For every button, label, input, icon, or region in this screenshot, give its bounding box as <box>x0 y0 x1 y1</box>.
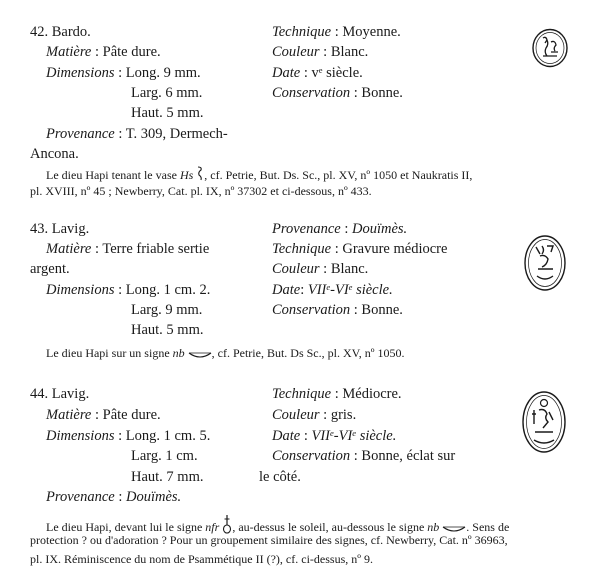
couleur-label: Couleur <box>272 261 320 277</box>
technique-label: Technique <box>272 241 332 257</box>
provenance-label: Provenance <box>46 126 115 142</box>
date-row: Date : VIIe-VIe siècle. <box>272 428 397 444</box>
conservation-value: Bonne. <box>361 302 403 318</box>
conservation-value: Bonne, éclat sur <box>361 448 456 464</box>
matiere-value: Pâte dure. <box>102 44 161 60</box>
long-value: Long. 1 cm. 2. <box>125 282 211 298</box>
couleur-row: Couleur : Blanc. <box>272 261 369 277</box>
date-row: Date: VIIe-VIe siècle. <box>272 282 393 298</box>
conservation-row: Conservation : Bonne. <box>272 302 403 318</box>
technique-value: Gravure médiocre <box>342 241 448 257</box>
note-line: Le dieu Hapi sur un signe nb , cf. Petrie, But. Ds Sc., pl. XV, nº 1050. <box>46 346 405 360</box>
provenance-row: Provenance : Douïmès. <box>46 489 182 505</box>
larg-value: Larg. 1 cm. <box>131 448 198 464</box>
note-line: protection ? ou d'adoration ? Pour un groupement similaire des signes, cf. Newberry, Cat. nº 36963, <box>30 533 508 547</box>
couleur-label: Couleur <box>272 44 320 60</box>
entry-heading: 43. Lavig. <box>30 221 90 237</box>
matiere-value: Pâte dure. <box>102 407 161 423</box>
dimensions-row: Dimensions : Long. 1 cm. 5. <box>46 428 211 444</box>
provenance-value: T. 309, Dermech- <box>125 126 228 142</box>
dimensions-label: Dimensions <box>46 282 115 298</box>
conservation-row: Conservation : Bonne, éclat sur <box>272 448 456 464</box>
conservation-label: Conservation <box>272 85 351 101</box>
matiere-row: Matière : Pâte dure. <box>46 407 161 423</box>
dimensions-label: Dimensions <box>46 428 115 444</box>
provenance-value: Douïmès. <box>126 489 182 505</box>
conservation-cont: le côté. <box>259 469 301 485</box>
couleur-row: Couleur : gris. <box>272 407 357 423</box>
dimensions-row: Dimensions : Long. 1 cm. 2. <box>46 282 211 298</box>
provenance-value: Douïmès. <box>352 221 408 237</box>
seal-43-icon <box>523 234 567 292</box>
haut-value: Haut. 5 mm. <box>131 322 204 338</box>
haut-value: Haut. 7 mm. <box>131 469 204 485</box>
dimensions-label: Dimensions <box>46 65 115 81</box>
seal-42-icon <box>531 28 569 68</box>
date-label: Date <box>272 428 301 444</box>
conservation-label: Conservation <box>272 448 351 464</box>
technique-label: Technique <box>272 24 332 40</box>
technique-value: Moyenne. <box>342 24 401 40</box>
nb-basket-glyph-icon <box>188 350 212 360</box>
couleur-label: Couleur <box>272 407 320 423</box>
matiere-label: Matière <box>46 407 92 423</box>
note-line: pl. XVIII, nº 45 ; Newberry, Cat. pl. IX, nº 37302 et ci-dessous, nº 433. <box>30 184 372 198</box>
couleur-value: Blanc. <box>330 261 369 277</box>
conservation-label: Conservation <box>272 302 351 318</box>
date-label: Date <box>272 282 301 298</box>
seal-44-icon <box>521 390 567 454</box>
matiere-row: Matière : Terre friable sertie <box>46 241 210 257</box>
larg-value: Larg. 9 mm. <box>131 302 203 318</box>
note-line: Le dieu Hapi tenant le vase Hs , cf. Petrie, But. Ds. Sc., pl. XV, nº 1050 et Naukratis II, <box>46 168 473 182</box>
provenance-row: Provenance : Douïmès. <box>272 221 408 237</box>
conservation-value: Bonne. <box>361 85 403 101</box>
technique-value: Médiocre. <box>342 386 402 402</box>
couleur-row: Couleur : Blanc. <box>272 44 369 60</box>
entry-heading: 42. Bardo. <box>30 24 91 40</box>
matiere-label: Matière <box>46 44 92 60</box>
note-line: Le dieu Hapi, devant lui le signe nfr , au-dessus le soleil, au-dessous le signe nb . Sens de <box>46 514 509 534</box>
long-value: Long. 9 mm. <box>125 65 201 81</box>
dimensions-row: Dimensions : Long. 9 mm. <box>46 65 201 81</box>
larg-value: Larg. 6 mm. <box>131 85 203 101</box>
couleur-value: gris. <box>330 407 357 423</box>
technique-row: Technique : Médiocre. <box>272 386 402 402</box>
technique-row: Technique : Gravure médiocre <box>272 241 448 257</box>
technique-label: Technique <box>272 386 332 402</box>
provenance-cont: Ancona. <box>30 146 79 162</box>
entry-heading: 44. Lavig. <box>30 386 90 402</box>
long-value: Long. 1 cm. 5. <box>125 428 211 444</box>
date-label: Date <box>272 65 301 81</box>
matiere-label: Matière <box>46 241 92 257</box>
technique-row: Technique : Moyenne. <box>272 24 401 40</box>
matiere-cont: argent. <box>30 261 70 277</box>
note-line: pl. IX. Réminiscence du nom de Psammétique II (?), cf. ci-dessus, nº 9. <box>30 552 373 566</box>
provenance-label: Provenance <box>46 489 115 505</box>
conservation-row: Conservation : Bonne. <box>272 85 403 101</box>
matiere-row: Matière : Pâte dure. <box>46 44 161 60</box>
nfr-glyph-icon <box>222 514 232 534</box>
matiere-value: Terre friable sertie <box>102 241 210 257</box>
provenance-row: Provenance : T. 309, Dermech- <box>46 126 228 142</box>
couleur-value: Blanc. <box>330 44 369 60</box>
provenance-label: Provenance <box>272 221 341 237</box>
date-row: Date : $v^e$ siècle. <box>272 65 363 81</box>
haut-value: Haut. 5 mm. <box>131 105 204 121</box>
